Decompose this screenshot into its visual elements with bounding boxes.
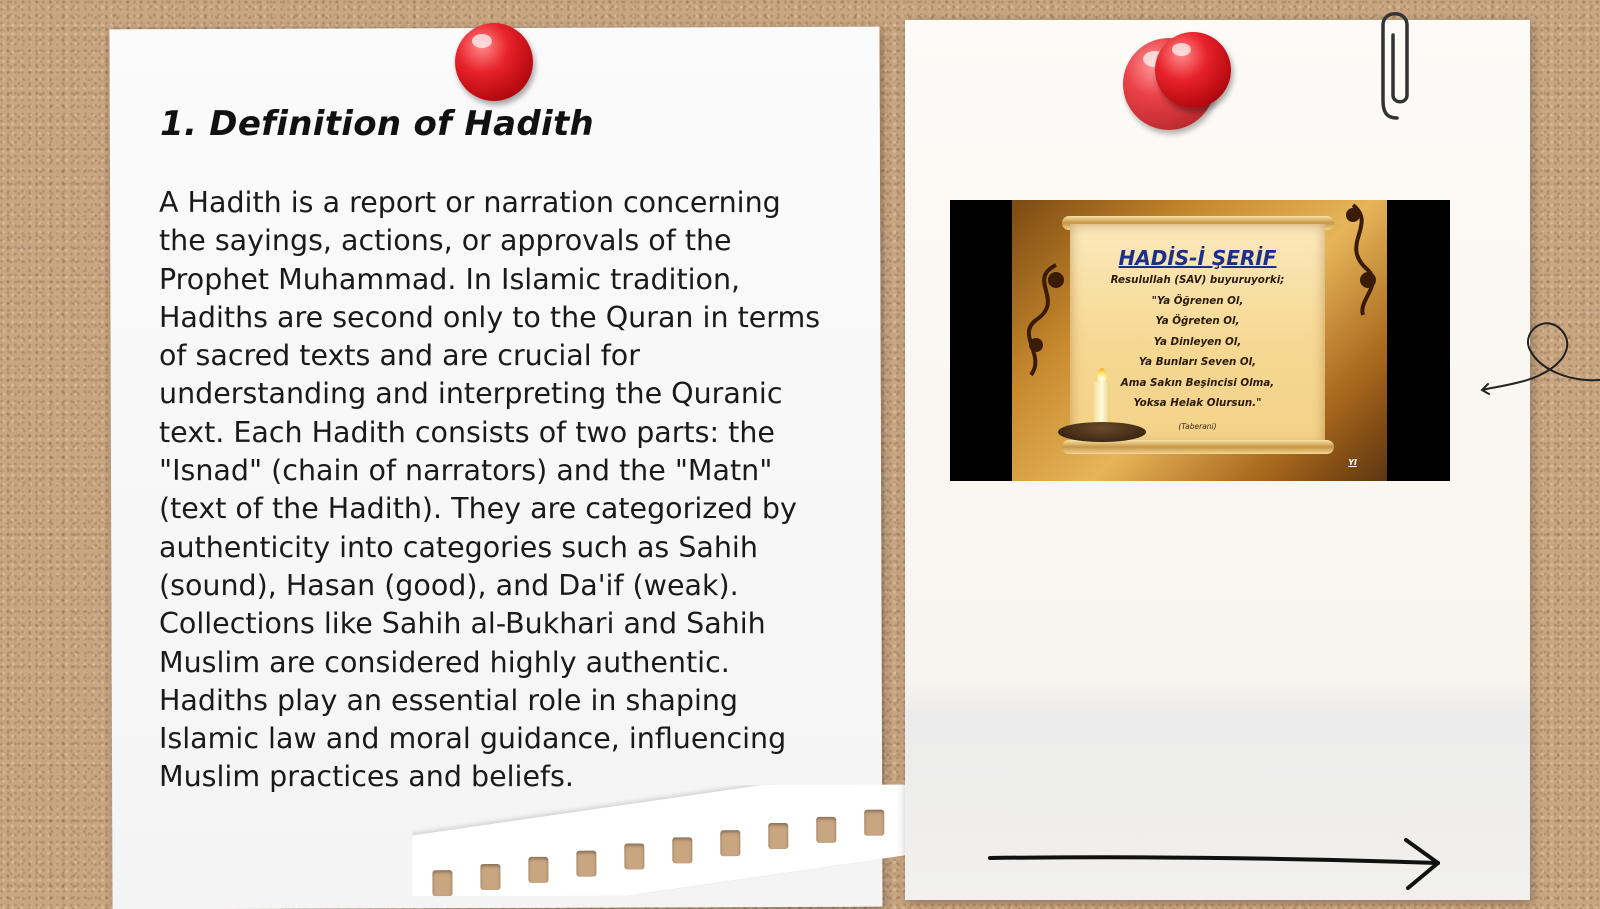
scroll-line: Resulullah (SAV) buyuruyorki; bbox=[1110, 274, 1285, 286]
right-arrow-icon bbox=[988, 836, 1448, 896]
image-watermark: YI bbox=[1348, 458, 1357, 467]
scroll-line: Ama Sakın Beşincisi Olma, bbox=[1120, 376, 1275, 389]
red-pushpin-icon bbox=[1155, 32, 1231, 108]
scroll-line: Ya Öğreten Ol, bbox=[1155, 315, 1240, 327]
scroll-line: Ya Bunları Seven Ol, bbox=[1138, 356, 1257, 368]
scroll-source: (Taberani) bbox=[1178, 421, 1217, 431]
torn-notebook-edge bbox=[412, 784, 987, 896]
scroll-background bbox=[1012, 200, 1387, 481]
scroll-line: "Ya Öğrenen Ol, bbox=[1151, 294, 1244, 307]
paperclip-icon bbox=[1375, 0, 1415, 125]
scroll-heading: HADİS-İ ŞERİF bbox=[1118, 246, 1277, 270]
slide-body-text: A Hadith is a report or narration concerning the sayings, actions, or approvals of the Prophet Muhammad. In Islamic tradition, Hadiths are second only to the Quran in terms of sacred texts and are crucial for understanding and interpreting the Quranic text. Each Hadith consists of two parts: the "Isnad" (chain of narrators) and the "Matn" (text of the Hadith). They are categorized by authenticity into categories such as Sahih (sound), Hasan (good), and Da'if (weak). Collections like Sahih al-Bukhari and Sahih Muslim are considered highly authentic. Hadiths play an essential role in shaping Islamic law and moral guidance, influencing Muslim practices and beliefs. bbox=[159, 186, 821, 794]
hadith-image bbox=[950, 200, 1450, 481]
slide-title: 1. Definition of Hadith bbox=[160, 104, 595, 144]
floral-ornament-icon bbox=[1016, 260, 1076, 380]
red-pushpin-icon bbox=[455, 23, 533, 101]
candle-icon bbox=[1094, 382, 1110, 426]
scribble-loop-icon bbox=[1480, 310, 1600, 410]
candle-holder-icon bbox=[1058, 422, 1146, 442]
scroll-line: Ya Dinleyen Ol, bbox=[1153, 335, 1242, 348]
scroll-line: Yoksa Helak Olursun." bbox=[1133, 397, 1262, 409]
